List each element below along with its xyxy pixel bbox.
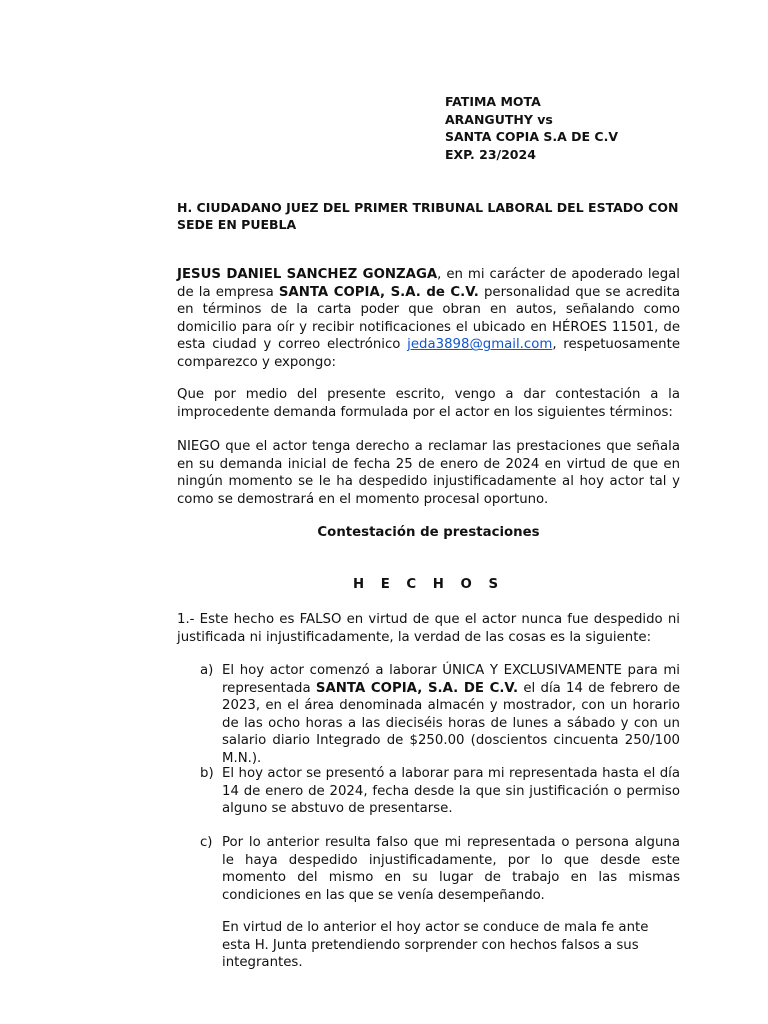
list-marker: a): [200, 663, 214, 678]
company-name: SANTA COPIA, S.A. de C.V.: [278, 284, 479, 300]
caption-line-3: SANTA COPIA S.A DE C.V: [445, 129, 618, 144]
attorney-name: JESUS DANIEL SANCHEZ GONZAGA: [177, 267, 438, 282]
closing-paragraph: En virtud de lo anterior el hoy actor se conduce de mala fe ante esta H. Junta pretendiendo sorprender con hechos falsos a sus integrantes.: [222, 920, 649, 971]
item-a-text-1: El hoy actor comenzó a laborar ÚNICA Y EXCLUSIVAMENTE para mi representada: [222, 663, 680, 696]
list-item-text: El hoy actor se presentó a laborar para mi representada hasta el día 14 de enero de 2024, fecha desde la que sin justificación o permiso alguno se abstuvo de presentarse.: [222, 766, 680, 817]
fact-1: 1.- Este hecho es FALSO en virtud de que el actor nunca fue despedido ni justificada ni injustificadamente, la verdad de las cosas es la siguiente:: [177, 612, 680, 645]
case-caption: [445, 93, 618, 163]
caption-line-4: EXP. 23/2024: [445, 146, 536, 162]
hechos-title: H E C H O S: [352, 577, 505, 592]
paragraph-answer: Que por medio del presente escrito, vengo a dar contestación a la improcedente demanda formulada por el actor en los siguientes términos:: [177, 387, 680, 420]
caption-line-2: ARANGUTHY vs: [445, 111, 553, 127]
paragraph-denial: NIEGO que el actor tenga derecho a reclamar las prestaciones que señala en su demanda inicial de fecha 25 de enero de 2024 en virtud de que en ningún momento se le ha despedido injustificadamente al hoy actor tal y como se demostrará en el momento procesal oportuno.: [177, 439, 680, 507]
intro-text-2: personalidad que se acredita en términos de la carta poder que obran en autos, señalando como domicilio para oír y recibir notificaciones el ubicado en HÉROES 11501, de esta ciudad y correo electrónico: [177, 284, 680, 353]
section-title: Contestación de prestaciones: [317, 525, 540, 540]
intro-text-1: , en mi carácter de apoderado legal de la empresa: [177, 267, 681, 300]
list-marker: b): [200, 766, 214, 781]
list-item-text: Por lo anterior resulta falso que mi representada o persona alguna le haya despedido injustificadamente, por lo que desde este momento del mismo en su lugar de trabajo en las mismas condiciones en las que se venía desempeñando.: [222, 835, 680, 903]
list-marker: c): [200, 835, 213, 850]
addressee-heading: H. CIUDADANO JUEZ DEL PRIMER TRIBUNAL LABORAL DEL ESTADO CON SEDE EN PUEBLA: [177, 200, 679, 232]
list-item-text: [222, 662, 680, 768]
item-a-text-2: el día 14 de febrero de 2023, en el área denominada almacén y mostrador, con un horario de las ocho horas a las dieciséis horas de lunes a sábado y con un salario diario Integrado de $250.00 (doscientos cincuenta 250/100 M.N.).: [222, 680, 680, 766]
email-link[interactable]: jeda3898@gmail.com: [407, 337, 553, 353]
item-a-company: SANTA COPIA, S.A. DE C.V.: [315, 680, 519, 696]
intro-paragraph: [177, 266, 680, 372]
caption-line-1: FATIMA MOTA: [445, 94, 541, 109]
intro-text-3: , respetuosamente comparezco y expongo:: [177, 337, 680, 370]
